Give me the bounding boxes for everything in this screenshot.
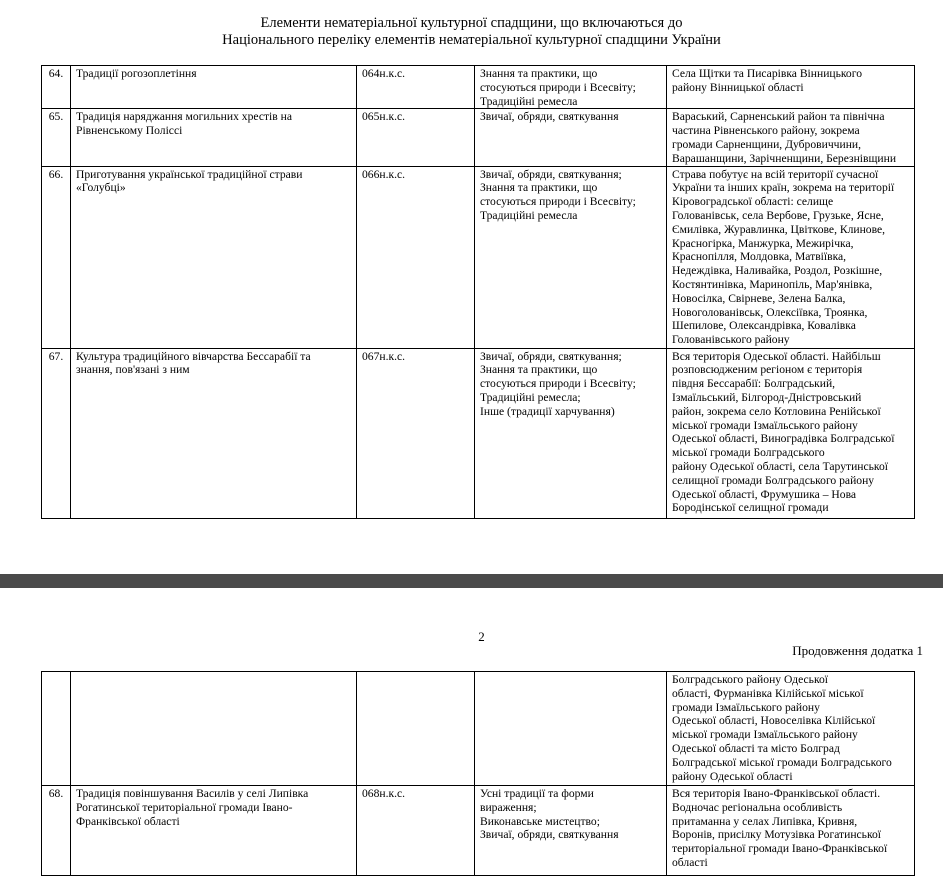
element-code xyxy=(357,672,475,786)
row-number: 65. xyxy=(42,109,71,166)
element-region: Вся територія Одеської області. Найбільш розповсюдженим регіоном є територія півдня Бессарабії: Болградський, Ізмаїльський, Білгород-Дністровський район, зокрема село Котловина Ренійської міської громади Ізмаїльського району Одеської області, Виноградівка Болградської міської громади Болградського району Одеської області, села Тарутинської селищної громади Болградського району Одеської області, Фрумушика – Нова Бородінської селищної громади xyxy=(667,348,915,518)
element-name: Традиція наряджання могильних хрестів на Рівненському Поліссі xyxy=(71,109,357,166)
element-name: Приготування української традиційної страви «Голубці» xyxy=(71,166,357,348)
element-code: 064н.к.с. xyxy=(357,66,475,109)
document-title xyxy=(0,15,943,49)
element-code: 066н.к.с. xyxy=(357,166,475,348)
element-region: Вараський, Сарненський район та північна частина Рівненського району, зокрема громади Сарненщини, Дубровиччини, Варашанщини, Зарічненщини, Березнівщини xyxy=(667,109,915,166)
document-page-2 xyxy=(0,588,943,877)
table-row xyxy=(42,672,915,786)
element-region: Вся територія Івано-Франківської області. Водночас регіональна особливість притаманна у селах Липівка, Кривня, Воронів, присілку Мотузівка Рогатинської територіальної громади Івано-Франківської області xyxy=(667,786,915,876)
element-domain xyxy=(475,672,667,786)
continuation-label: Продовження додатка 1 xyxy=(792,643,923,658)
element-region: Страва побутує на всій території сучасної України та інших країн, зокрема на території Кіровоградської області: селище Голованівськ, села Вербове, Грузьке, Ясне, Ємилівка, Журавлинка, Цвіткове, Клинове, Красногірка, Манжурка, Межирічка, Краснопілля, Молдовка, Матвіївка, Недеждівка, Наливайка, Роздол, Розкішне, Костянтинівка, Маринопіль, Мар'янівка, Новосілка, Свірневе, Зелена Балка, Новоголованівськ, Олексіївка, Троянка, Шепилове, Олександрівка, Ковалівка Голованівського району xyxy=(667,166,915,348)
table-row xyxy=(42,786,915,876)
row-number: 66. xyxy=(42,166,71,348)
element-code: 068н.к.с. xyxy=(357,786,475,876)
title-line-1: Елементи нематеріальної культурної спадщини, що включаються до xyxy=(260,15,683,31)
table-row xyxy=(42,166,915,348)
element-code: 065н.к.с. xyxy=(357,109,475,166)
row-number xyxy=(42,672,71,786)
element-domain: Усні традиції та форми вираження; Виконавське мистецтво; Звичаї, обряди, святкування xyxy=(475,786,667,876)
element-domain: Знання та практики, що стосуються природи і Всесвіту; Традиційні ремесла xyxy=(475,66,667,109)
element-domain: Звичаї, обряди, святкування; Знання та практики, що стосуються природи і Всесвіту; Традиційні ремесла; Інше (традиції харчування) xyxy=(475,348,667,518)
table-row xyxy=(42,348,915,518)
element-name: Культура традиційного вівчарства Бессарабії та знання, пов'язані з ним xyxy=(71,348,357,518)
row-number: 68. xyxy=(42,786,71,876)
element-name xyxy=(71,672,357,786)
element-region: Болградського району Одеської області, Фурманівка Кілійської міської громади Ізмаїльського району Одеської області, Новоселівка Кілійської міської громади Ізмаїльського району Одеської області та місто Болград Болградської міської громади Болградського району Одеської області xyxy=(667,672,915,786)
element-name: Традиції рогозоплетіння xyxy=(71,66,357,109)
row-number: 64. xyxy=(42,66,71,109)
element-code: 067н.к.с. xyxy=(357,348,475,518)
element-region: Села Щітки та Писарівка Вінницького району Вінницької області xyxy=(667,66,915,109)
row-number: 67. xyxy=(42,348,71,518)
table-row xyxy=(42,66,915,109)
element-domain: Звичаї, обряди, святкування xyxy=(475,109,667,166)
page-separator xyxy=(0,574,943,588)
table-row xyxy=(42,109,915,166)
heritage-table-page-2 xyxy=(41,671,915,876)
element-domain: Звичаї, обряди, святкування; Знання та практики, що стосуються природи і Всесвіту; Традиційні ремесла xyxy=(475,166,667,348)
page-number: 2 xyxy=(478,629,485,644)
title-line-2: Національного переліку елементів нематеріальної культурної спадщини України xyxy=(222,32,721,48)
heritage-table-page-1 xyxy=(41,65,915,519)
element-name: Традиція повіншування Василів у селі Липівка Рогатинської територіальної громади Івано- Франківської області xyxy=(71,786,357,876)
